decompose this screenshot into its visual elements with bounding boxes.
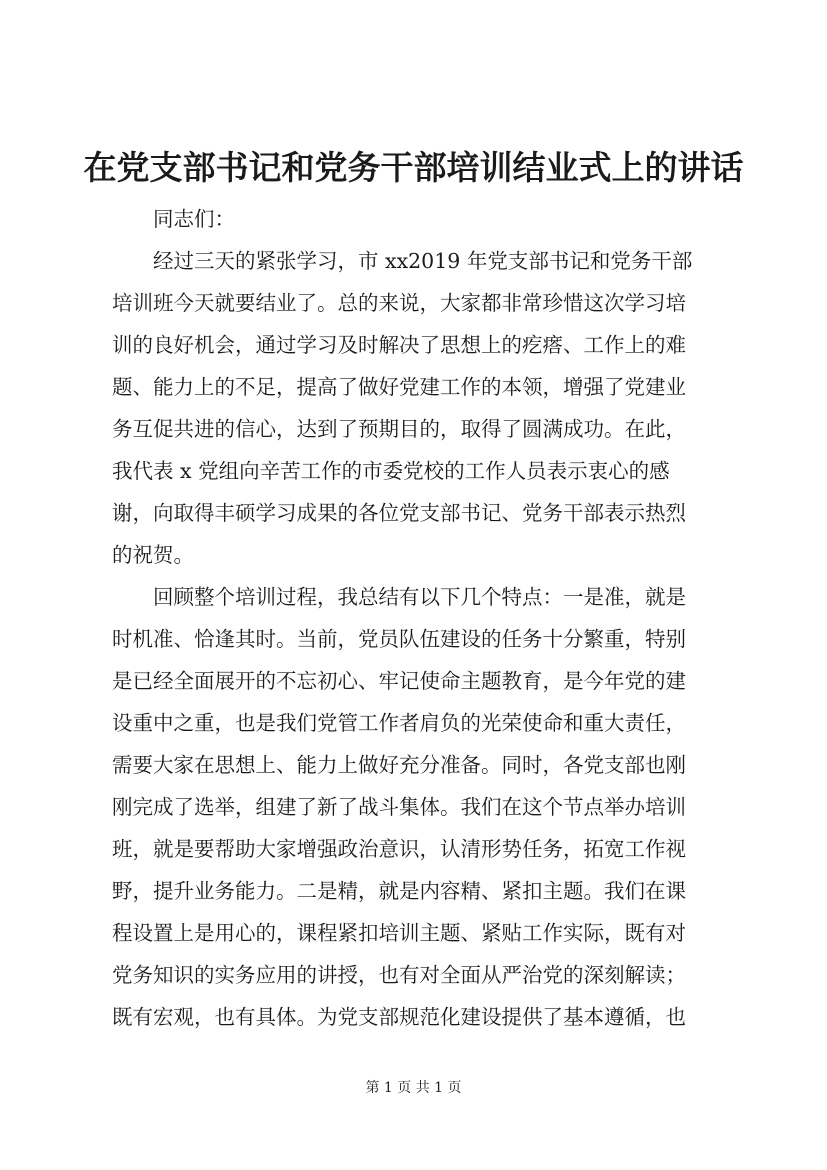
paragraph-line: 需要大家在思想上、能力上做好充分准备。同时，各党支部也刚	[112, 753, 686, 777]
paragraph-line: 程设置上是用心的，课程紧扣培训主题、紧贴工作实际，既有对	[112, 921, 686, 945]
paragraph-line: 我代表 x 党组向辛苦工作的市委党校的工作人员表示衷心的感	[112, 459, 670, 483]
paragraph-line: 务互促共进的信心，达到了预期目的，取得了圆满成功。在此，	[112, 417, 686, 441]
paragraph-line: 时机准、恰逢其时。当前，党员队伍建设的任务十分繁重，特别	[112, 627, 686, 651]
paragraph-line: 设重中之重，也是我们党管工作者肩负的光荣使命和重大责任，	[112, 711, 686, 735]
paragraph-line: 训的良好机会，通过学习及时解决了思想上的疙瘩、工作上的难	[112, 333, 686, 357]
paragraph-line: 刚完成了选举，组建了新了战斗集体。我们在这个节点举办培训	[112, 795, 686, 819]
paragraph-line: 谢，向取得丰硕学习成果的各位党支部书记、党务干部表示热烈	[112, 501, 686, 525]
paragraph-line: 培训班今天就要结业了。总的来说，大家都非常珍惜这次学习培	[112, 291, 686, 315]
paragraph-line: 题、能力上的不足，提高了做好党建工作的本领，增强了党建业	[112, 375, 686, 399]
paragraph-line: 回顾整个培训过程，我总结有以下几个特点：一是准，就是	[153, 585, 686, 609]
paragraph-line: 经过三天的紧张学习，市 xx2019 年党支部书记和党务干部	[153, 249, 693, 273]
paragraph-line: 野，提升业务能力。二是精，就是内容精、紧扣主题。我们在课	[112, 879, 686, 903]
document-title: 在党支部书记和党务干部培训结业式上的讲话	[83, 148, 744, 187]
page-footer: 第 1 页 共 1 页	[365, 1080, 462, 1096]
paragraph-line: 党务知识的实务应用的讲授，也有对全面从严治党的深刻解读；	[112, 963, 686, 987]
salutation: 同志们：	[153, 207, 235, 231]
paragraph-line: 班，就是要帮助大家增强政治意识，认清形势任务，拓宽工作视	[112, 837, 686, 861]
paragraph-line: 的祝贺。	[112, 543, 194, 567]
document-body	[112, 198, 722, 1038]
paragraph-line: 是已经全面展开的不忘初心、牢记使命主题教育，是今年党的建	[112, 669, 686, 693]
paragraph-line: 既有宏观，也有具体。为党支部规范化建设提供了基本遵循，也	[112, 1005, 686, 1029]
